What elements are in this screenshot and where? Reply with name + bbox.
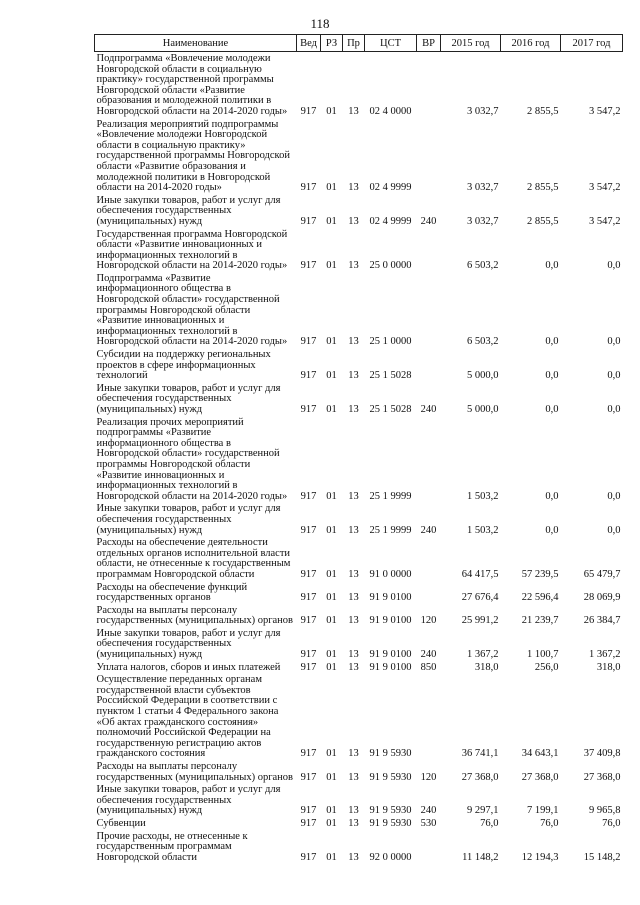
row-2017: 65 479,7: [583, 568, 621, 580]
row-name: Расходы на выплаты персоналу государственных (муниципальных) органов: [96, 761, 294, 783]
row-pr: 13: [348, 215, 359, 227]
row-cst: 91 9 0100: [369, 592, 412, 604]
row-2017: 3 547,2: [589, 105, 621, 117]
row-2017: 0,0: [607, 524, 621, 536]
row-2015: 27 368,0: [461, 771, 499, 783]
row-cst: 91 9 5930: [369, 771, 412, 783]
row-2017: 37 409,8: [583, 748, 621, 760]
row-name: Расходы на обеспечение деятельности отдельных органов исполнительной власти области, не отнесенные к государственным программам Новгородской области: [96, 537, 291, 580]
row-2016: 34 643,1: [521, 748, 559, 760]
row-ved: 917: [300, 615, 317, 627]
row-2017: 0,0: [607, 370, 621, 382]
row-vr: [417, 272, 441, 348]
row-2015: 3 032,7: [467, 182, 499, 194]
row-2017: 0,0: [607, 490, 621, 502]
row-rz: 01: [326, 805, 337, 817]
row-2016: 0,0: [545, 404, 559, 415]
row-name: Иные закупки товаров, работ и услуг для обеспечения государственных (муниципальных) нужд: [96, 382, 281, 415]
row-2017: 28 069,9: [583, 592, 621, 604]
row-2015: 36 741,1: [461, 748, 499, 760]
header-vr: ВР: [417, 35, 441, 52]
row-pr: 13: [348, 592, 359, 604]
row-pr: 13: [348, 490, 359, 502]
row-name: Государственная программа Новгородской области «Развитие инновационных и информационных технологий в Новгородской области на 2014-2020 годы»: [96, 228, 288, 272]
row-name: Иные закупки товаров, работ и услуг для обеспечения государственных (муниципальных) нужд: [96, 503, 281, 536]
row-vr: [417, 52, 441, 118]
row-rz: 01: [326, 851, 337, 863]
row-2017: 27 368,0: [583, 771, 621, 783]
row-2015: 5 000,0: [467, 404, 499, 415]
table-row: [95, 673, 623, 760]
row-2016: 21 239,7: [521, 615, 559, 627]
table-row: [95, 661, 623, 674]
row-cst: 91 9 0100: [369, 661, 412, 673]
row-cst: 25 1 0000: [369, 336, 412, 348]
table-row: [95, 604, 623, 627]
row-cst: 25 1 9999: [369, 524, 412, 536]
row-2015: 64 417,5: [461, 568, 499, 580]
row-cst: 02 4 9999: [369, 182, 412, 194]
row-ved: 917: [300, 215, 317, 227]
row-pr: 13: [348, 260, 359, 272]
row-pr: 13: [348, 817, 359, 829]
table-row: [95, 228, 623, 272]
row-2015: 1 503,2: [467, 490, 499, 502]
row-2015: 76,0: [480, 817, 499, 829]
row-2017: 3 547,2: [589, 182, 621, 194]
row-name: Субвенции: [96, 817, 146, 829]
row-2016: 57 239,5: [521, 568, 559, 580]
row-rz: 01: [326, 615, 337, 627]
row-ved: 917: [300, 649, 317, 661]
row-name: Осуществление переданных органам государственной власти субъектов Российской Федерации в соответствии с пунктом 1 статьи 4 Федерального закона «Об актах гражданского состояния» полномочий Российской Федерации на государственную регистрацию актов гражданского состояния: [96, 674, 279, 760]
row-name: Реализация мероприятий подпрограммы «Вовлечение молодежи Новгородской области в социальную практику» государственной программы Новгородской области «Развитие образования и молодежной политики в Новгородской области на 2014-2020 годы»: [96, 118, 290, 194]
row-cst: 91 9 5930: [369, 748, 412, 760]
header-ved: Вед: [297, 35, 321, 52]
row-ved: 917: [300, 370, 317, 382]
row-cst: 91 9 5930: [369, 817, 412, 829]
row-2017: 9 965,8: [589, 805, 621, 817]
table-row: [95, 760, 623, 783]
row-ved: 917: [300, 592, 317, 604]
row-2017: 26 384,7: [583, 615, 621, 627]
row-2016: 0,0: [545, 370, 559, 382]
row-pr: 13: [348, 748, 359, 760]
header-cst: ЦСТ: [365, 35, 417, 52]
row-name: Прочие расходы, не отнесенные к государственным программам Новгородской области: [96, 830, 248, 863]
row-rz: 01: [326, 748, 337, 760]
row-name: Иные закупки товаров, работ и услуг для обеспечения государственных (муниципальных) нужд: [96, 784, 281, 817]
budget-table: [94, 34, 623, 863]
row-ved: 917: [300, 805, 317, 817]
row-ved: 917: [300, 851, 317, 863]
row-vr: 120: [420, 615, 437, 627]
header-rz: РЗ: [321, 35, 343, 52]
row-vr: 850: [420, 661, 437, 673]
row-pr: 13: [348, 661, 359, 673]
row-2015: 5 000,0: [467, 370, 499, 382]
row-ved: 917: [300, 661, 317, 673]
row-cst: 91 0 0000: [369, 568, 412, 580]
row-2017: 76,0: [602, 817, 621, 829]
row-pr: 13: [348, 851, 359, 863]
row-rz: 01: [326, 661, 337, 673]
row-name: Подпрограмма «Вовлечение молодежи Новгородской области в социальную практику» государственной программы Новгородской области «Развитие образования и молодежной политики в Новгородской области на 2014-2020 годы»: [96, 53, 288, 117]
row-pr: 13: [348, 771, 359, 783]
row-2017: 0,0: [607, 336, 621, 348]
row-name: Иные закупки товаров, работ и услуг для обеспечения государственных (муниципальных) нужд: [96, 194, 281, 227]
table-row: [95, 817, 623, 830]
table-row: [95, 536, 623, 580]
row-2016: 0,0: [545, 336, 559, 348]
row-ved: 917: [300, 524, 317, 536]
row-ved: 917: [300, 817, 317, 829]
table-row: [95, 627, 623, 661]
row-rz: 01: [326, 182, 337, 194]
row-rz: 01: [326, 105, 337, 117]
row-2015: 3 032,7: [467, 105, 499, 117]
row-name: Расходы на обеспечение функций государственных органов: [96, 581, 248, 604]
table-row: [95, 581, 623, 604]
row-cst: 92 0 0000: [369, 851, 412, 863]
table-row: [95, 118, 623, 194]
row-pr: 13: [348, 105, 359, 117]
table-row: [95, 52, 623, 118]
header-pr: Пр: [343, 35, 365, 52]
row-2015: 6 503,2: [467, 260, 499, 272]
row-cst: 25 1 5028: [369, 404, 412, 415]
row-name: Иные закупки товаров, работ и услуг для обеспечения государственных (муниципальных) нужд: [96, 627, 281, 661]
row-2016: 2 855,5: [527, 182, 559, 194]
row-2016: 1 100,7: [527, 649, 559, 661]
row-vr: [417, 673, 441, 760]
row-rz: 01: [326, 592, 337, 604]
row-vr: [417, 830, 441, 864]
row-2017: 3 547,2: [589, 215, 621, 227]
row-vr: 240: [420, 649, 437, 661]
row-ved: 917: [300, 748, 317, 760]
header-2015: 2015 год: [441, 35, 501, 52]
table-row: [95, 502, 623, 536]
row-2017: 1 367,2: [589, 649, 621, 661]
row-2016: 0,0: [545, 490, 559, 502]
row-cst: 91 9 0100: [369, 649, 412, 661]
row-cst: 02 4 0000: [369, 105, 412, 117]
row-vr: 240: [420, 805, 437, 817]
row-rz: 01: [326, 490, 337, 502]
row-cst: 91 9 5930: [369, 805, 412, 817]
row-vr: 240: [420, 215, 437, 227]
row-vr: 240: [420, 524, 437, 536]
header-name: Наименование: [95, 35, 297, 52]
row-2017: 0,0: [607, 404, 621, 415]
row-2016: 27 368,0: [521, 771, 559, 783]
table-row: [95, 830, 623, 864]
row-2015: 3 032,7: [467, 215, 499, 227]
row-pr: 13: [348, 182, 359, 194]
row-2016: 0,0: [545, 524, 559, 536]
row-cst: 25 1 9999: [369, 490, 412, 502]
row-rz: 01: [326, 524, 337, 536]
row-rz: 01: [326, 370, 337, 382]
table-row: [95, 194, 623, 228]
row-vr: [417, 581, 441, 604]
row-vr: 530: [420, 817, 437, 829]
row-ved: 917: [300, 404, 317, 415]
header-2017: 2017 год: [561, 35, 623, 52]
page-number: 118: [310, 16, 330, 31]
row-vr: [417, 228, 441, 272]
row-cst: 25 0 0000: [369, 260, 412, 272]
row-2016: 12 194,3: [521, 851, 559, 863]
row-2015: 1 367,2: [467, 649, 499, 661]
row-vr: 120: [420, 771, 437, 783]
table-row: [95, 416, 623, 503]
row-ved: 917: [300, 336, 317, 348]
row-name: Субсидии на поддержку региональных проектов в сфере информационных технологий: [96, 349, 271, 382]
row-pr: 13: [348, 615, 359, 627]
row-2016: 76,0: [540, 817, 559, 829]
row-2016: 22 596,4: [521, 592, 559, 604]
table-row: [95, 272, 623, 348]
row-2015: 9 297,1: [467, 805, 499, 817]
row-2017: 318,0: [596, 661, 621, 673]
row-2017: 0,0: [607, 260, 621, 272]
row-pr: 13: [348, 524, 359, 536]
row-2015: 1 503,2: [467, 524, 499, 536]
row-pr: 13: [348, 370, 359, 382]
row-cst: 25 1 5028: [369, 370, 412, 382]
table-row: [95, 783, 623, 817]
row-ved: 917: [300, 260, 317, 272]
row-2016: 2 855,5: [527, 105, 559, 117]
row-2016: 0,0: [545, 260, 559, 272]
table-row: [95, 382, 623, 416]
row-cst: 91 9 0100: [369, 615, 412, 627]
row-vr: 240: [420, 404, 437, 415]
row-2016: 7 199,1: [527, 805, 559, 817]
row-ved: 917: [300, 771, 317, 783]
row-vr: [417, 416, 441, 503]
row-pr: 13: [348, 805, 359, 817]
row-name: Подпрограмма «Развитие информационного общества в Новгородской области» государственной программы Новгородской области «Развитие инновационных и информационных технологий в Новгородской области на 2014-2020 годы»: [96, 272, 288, 348]
row-rz: 01: [326, 649, 337, 661]
row-pr: 13: [348, 336, 359, 348]
row-rz: 01: [326, 568, 337, 580]
row-rz: 01: [326, 404, 337, 415]
row-rz: 01: [326, 817, 337, 829]
row-name: Расходы на выплаты персоналу государственных (муниципальных) органов: [96, 604, 294, 627]
row-2015: 11 148,2: [462, 851, 499, 863]
row-rz: 01: [326, 215, 337, 227]
row-rz: 01: [326, 260, 337, 272]
row-vr: [417, 348, 441, 382]
row-2016: 2 855,5: [527, 215, 559, 227]
row-ved: 917: [300, 568, 317, 580]
row-name: Уплата налогов, сборов и иных платежей: [96, 661, 281, 673]
table-row: [95, 348, 623, 382]
row-2015: 6 503,2: [467, 336, 499, 348]
header-2016: 2016 год: [501, 35, 561, 52]
row-cst: 02 4 9999: [369, 215, 412, 227]
row-2017: 15 148,2: [583, 851, 621, 863]
row-ved: 917: [300, 105, 317, 117]
row-vr: [417, 118, 441, 194]
row-pr: 13: [348, 568, 359, 580]
row-2016: 256,0: [534, 661, 559, 673]
row-rz: 01: [326, 336, 337, 348]
row-pr: 13: [348, 404, 359, 415]
row-2015: 25 991,2: [461, 615, 499, 627]
row-vr: [417, 536, 441, 580]
row-2015: 27 676,4: [461, 592, 499, 604]
row-rz: 01: [326, 771, 337, 783]
row-ved: 917: [300, 182, 317, 194]
row-name: Реализация прочих мероприятий подпрограммы «Развитие информационного общества в Новгородской области» государственной программы Новгородской области «Развитие инновационных и информационных технологий в Новгородской области на 2014-2020 годы»: [96, 416, 288, 502]
row-2015: 318,0: [474, 661, 499, 673]
row-ved: 917: [300, 490, 317, 502]
row-pr: 13: [348, 649, 359, 661]
table-header-row: [95, 35, 623, 52]
